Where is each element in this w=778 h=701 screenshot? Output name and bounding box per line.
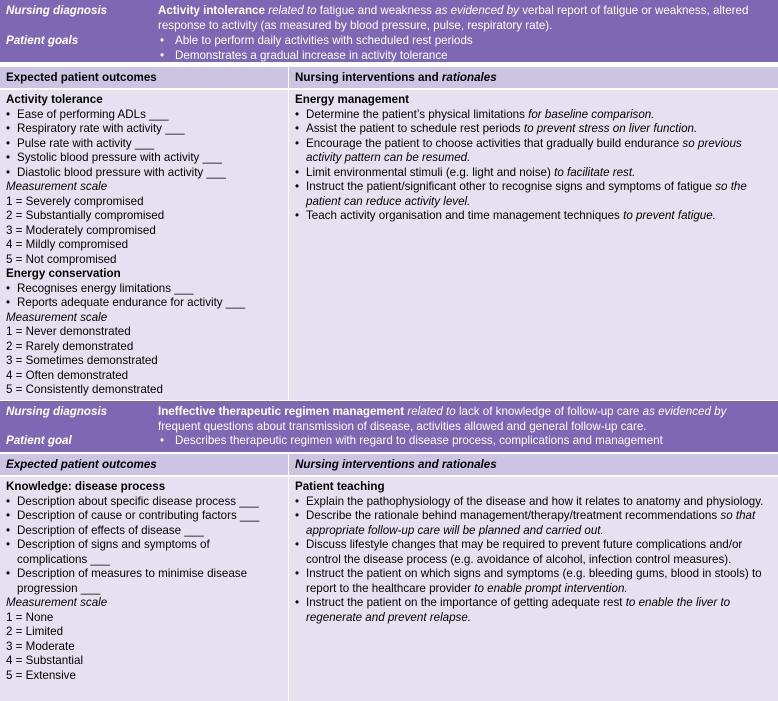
outcomes-header: Expected patient outcomes [0,67,289,88]
section-title: Energy conservation [6,267,121,280]
scale-label: Measurement scale [6,180,108,193]
scale-item: 1 = Severely compromised [6,194,144,208]
content-row-1 [0,90,778,400]
patient-goals-label: Patient goals [6,34,79,47]
outcome-item: • Description about specific disease process ___ [6,495,282,510]
scale-item: 1 = None [6,610,54,624]
goal-item: • Demonstrates a gradual increase in activity tolerance [158,49,772,64]
scale-item: 2 = Limited [6,625,64,638]
outcome-item: • Respiratory rate with activity ___ [6,122,282,137]
scale-item: 1 = Never demonstrated [6,325,131,338]
nursing-diagnosis-label: Nursing diagnosis [6,405,108,418]
intervention-item: • Describe the rationale behind management/therapy/treatment recommendations so that appropriate follow-up care will be planned and carried out. [295,509,772,538]
outcome-list [6,495,282,597]
outcome-item: • Ease of performing ADLs ___ [6,108,282,123]
outcomes-column [0,90,289,400]
intervention-item: • Discuss lifestyle changes that may be required to prevent future complications and/or control the disease process (e.g. avoidance of alcohol, infection control measures). [295,538,772,567]
intervention-list [295,495,772,626]
goals-list [158,434,772,449]
outcome-item: • Recognises energy limitations ___ [6,282,282,297]
outcome-item: • Description of cause or contributing factors ___ [6,509,282,524]
scale-label: Measurement scale [6,310,108,324]
intervention-item: • Instruct the patient on which signs and symptoms (e.g. bleeding gums, blood in stools) to report to the healthcare provider to enable prompt intervention. [295,567,772,596]
diagnosis-banner-2 [0,401,778,452]
scale-item: 2 = Rarely demonstrated [6,339,134,353]
column-header-2 [0,453,778,476]
outcome-item: • Description of measures to minimise disease progression ___ [6,567,282,596]
interventions-column [289,477,778,701]
outcome-item: • Diastolic blood pressure with activity ___ [6,166,282,181]
diagnosis-banner-1 [0,0,778,62]
section-title: Patient teaching [295,480,385,493]
intervention-item: • Explain the pathophysiology of the disease and how it relates to anatomy and physiology. [295,495,772,510]
intervention-item: • Limit environmental stimuli (e.g. light and noise) to facilitate rest. [295,166,772,181]
intervention-item: • Assist the patient to schedule rest periods to prevent stress on liver function. [295,122,772,137]
scale-item: 4 = Mildly compromised [6,238,129,251]
scale-item: 4 = Substantial [6,654,84,667]
goals-list [158,34,772,63]
diagnosis-text: Activity intolerance related to fatigue and weakness as evidenced by verbal report of fatigue or weakness, altered response to activity (as measured by blood pressure, pulse, respiratory rate). [158,4,749,32]
intervention-item: • Instruct the patient on the importance of getting adequate rest to enable the liver to regenerate and prevent relapse. [295,596,772,625]
interventions-header: Nursing interventions and rationales [295,458,497,471]
scale-item: 3 = Moderate [6,639,75,653]
interventions-header: Nursing interventions and rationales [295,71,497,84]
outcome-item: • Pulse rate with activity ___ [6,137,282,152]
intervention-item: • Instruct the patient/significant other to recognise signs and symptoms of fatigue so the patient can reduce activity level. [295,180,772,209]
outcome-item: • Description of signs and symptoms of complications ___ [6,538,282,567]
interventions-column [289,90,778,400]
scale-item: 5 = Extensive [6,668,76,682]
patient-goal-label: Patient goal [6,434,72,447]
content-row-2 [0,477,778,701]
diagnosis-text: Ineffective therapeutic regimen management related to lack of knowledge of follow-up care as evidenced by frequent questions about transmission of disease, activities allowed and general follow-up care. [158,405,727,433]
intervention-item: • Teach activity organisation and time management techniques to prevent fatigue. [295,209,772,224]
outcome-list [6,108,282,181]
nursing-diagnosis-label: Nursing diagnosis [6,4,108,17]
scale-item: 5 = Not compromised [6,252,117,266]
outcome-item: • Systolic blood pressure with activity ___ [6,151,282,166]
section-title: Activity tolerance [6,93,103,106]
intervention-item: • Encourage the patient to choose activities that gradually build endurance so previous activity pattern can be resumed. [295,137,772,166]
scale-item: 2 = Substantially compromised [6,209,165,222]
outcomes-header: Expected patient outcomes [0,454,289,475]
scale-item: 4 = Often demonstrated [6,368,129,382]
outcome-item: • Reports adequate endurance for activity ___ [6,296,282,311]
goal-item: • Able to perform daily activities with scheduled rest periods [158,34,772,49]
goal-item: • Describes therapeutic regimen with regard to disease process, complications and management [158,434,772,449]
intervention-list [295,108,772,224]
section-title: Knowledge: disease process [6,480,166,493]
outcome-item: • Description of effects of disease ___ [6,524,282,539]
section-title: Energy management [295,93,410,106]
scale-label: Measurement scale [6,596,108,609]
column-header-1 [0,66,778,89]
scale-item: 3 = Moderately compromised [6,223,156,237]
scale-item: 5 = Consistently demonstrated [6,383,163,396]
scale-item: 3 = Sometimes demonstrated [6,354,158,367]
outcomes-column [0,477,289,701]
outcome-list [6,282,282,311]
intervention-item: • Determine the patient’s physical limitations for baseline comparison. [295,108,772,123]
